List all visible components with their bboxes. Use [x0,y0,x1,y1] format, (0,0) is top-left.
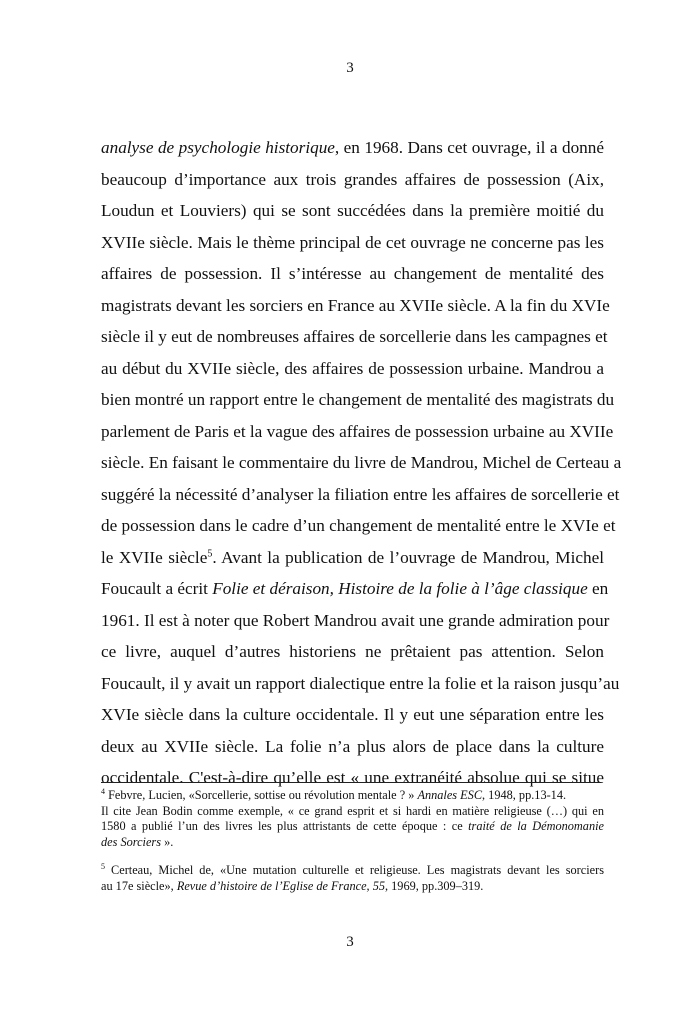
footnote-4-book-title: traité de la Démonomanie [468,819,604,833]
body-line-6: magistrats devant les sorciers en France au XVIIe siècle. A la fin du XVIe [101,295,610,315]
book-title-foucault: Folie et déraison, Histoire de la folie à l’âge classique [212,579,588,598]
body-line-13: de possession dans le cadre d’un changement de mentalité entre le XVIe et [101,516,616,535]
body-line-14 [101,542,604,574]
body-line-18: Foucault, il y avait un rapport dialectique entre la folie et la raison jusqu’au [101,673,620,693]
footnote-4-text-c: , 1948, pp.13-14. [482,788,567,802]
footnote-4-line-4 [101,835,604,851]
footnote-4-text-a: Febvre, Lucien, «Sorcellerie, sottise ou révolution mentale ? » [105,788,418,802]
footnote-ref-5: 5 [207,547,213,559]
body-line-1 [101,132,604,164]
footnote-5-number: 5 [101,861,105,871]
body-line-15-start: Foucault a écrit [101,579,213,598]
footnote-5-journal: Revue d’histoire de l’Eglise de France, 55 [176,878,385,893]
footnote-5-line-2 [101,879,604,895]
body-line-10: parlement de Paris et la vague des affaires de possession urbaine au XVIIe [101,421,614,441]
footnote-5-line-2-c: , 1969, pp.309–319. [385,878,484,893]
body-line-12: suggéré la nécessité d’analyser la filiation entre les affaires de sorcellerie et [101,484,620,504]
page-number-bottom: 3 [346,934,354,950]
footnote-4-line-3 [101,819,604,835]
footnote-4-book-title-end: des Sorciers [101,834,161,849]
body-line-1-text: , en 1968. Dans cet ouvrage, il a donné [334,138,604,157]
body-line-3: Loudun et Louviers) qui se sont succédées dans la première moitié du [101,201,604,220]
body-line-9: bien montré un rapport entre le changement de mentalité des magistrats du [101,390,615,409]
book-title-mandrou: analyse de psychologie historique [101,138,335,157]
body-line-4: XVIIe siècle. Mais le thème principal de cet ouvrage ne concerne pas les [101,232,604,252]
footnote-4-line-3-text: 1580 a publié l’un des livres les plus attristants de cette époque : ce [101,819,469,833]
body-line-15 [101,573,609,605]
footnote-4-number: 4 [101,786,105,796]
body-line-21: occidentale. C'est-à-dire qu’elle est « une extranéité absolue qui se situe [101,768,604,787]
body-line-5: affaires de possession. Il s’intéresse au changement de mentalité des [101,264,604,283]
footnote-5-line-1 [101,863,604,879]
footnote-5-text: Certeau, Michel de, «Une mutation culturelle et religieuse. Les magistrats devant les sorciers [105,863,604,877]
footnote-4-journal: Annales ESC [417,788,483,802]
footnote-separator [101,782,601,783]
footnote-5-line-2-a: au 17e siècle», [101,878,177,893]
body-line-8: au début du XVIIe siècle, des affaires de possession urbaine. Mandrou a [101,358,604,378]
body-line-15-end: en [587,579,609,598]
body-line-2: beaucoup d’importance aux trois grandes affaires de possession (Aix, [101,169,604,189]
body-line-14-start: le XVIIe siècle [101,547,208,567]
body-line-11: siècle. En faisant le commentaire du livre de Mandrou, Michel de Certeau a [101,453,622,472]
footnote-4-line-4-text: ». [161,834,174,849]
body-line-17: ce livre, auquel d’autres historiens ne prêtaient pas attention. Selon [101,642,604,661]
footnote-4-line-2: Il cite Jean Bodin comme exemple, « ce grand esprit et si hardi en matière religieuse (…) qui en [101,803,604,818]
footnotes [101,788,604,894]
body-line-16: 1961. Il est à noter que Robert Mandrou avait une grande admiration pour [101,610,610,630]
page-number-top: 3 [346,60,354,76]
body-line-19: XVIe siècle dans la culture occidentale. Il y eut une séparation entre les [101,705,604,724]
footnote-4-line-1 [101,788,604,804]
body-line-7: siècle il y eut de nombreuses affaires de sorcellerie dans les campagnes et [101,327,608,346]
body-line-14-end: . Avant la publication de l’ouvrage de Mandrou, Michel [212,547,604,567]
main-body-text [101,132,622,794]
body-line-20: deux au XVIIe siècle. La folie n’a plus alors de place dans la culture [101,736,604,756]
